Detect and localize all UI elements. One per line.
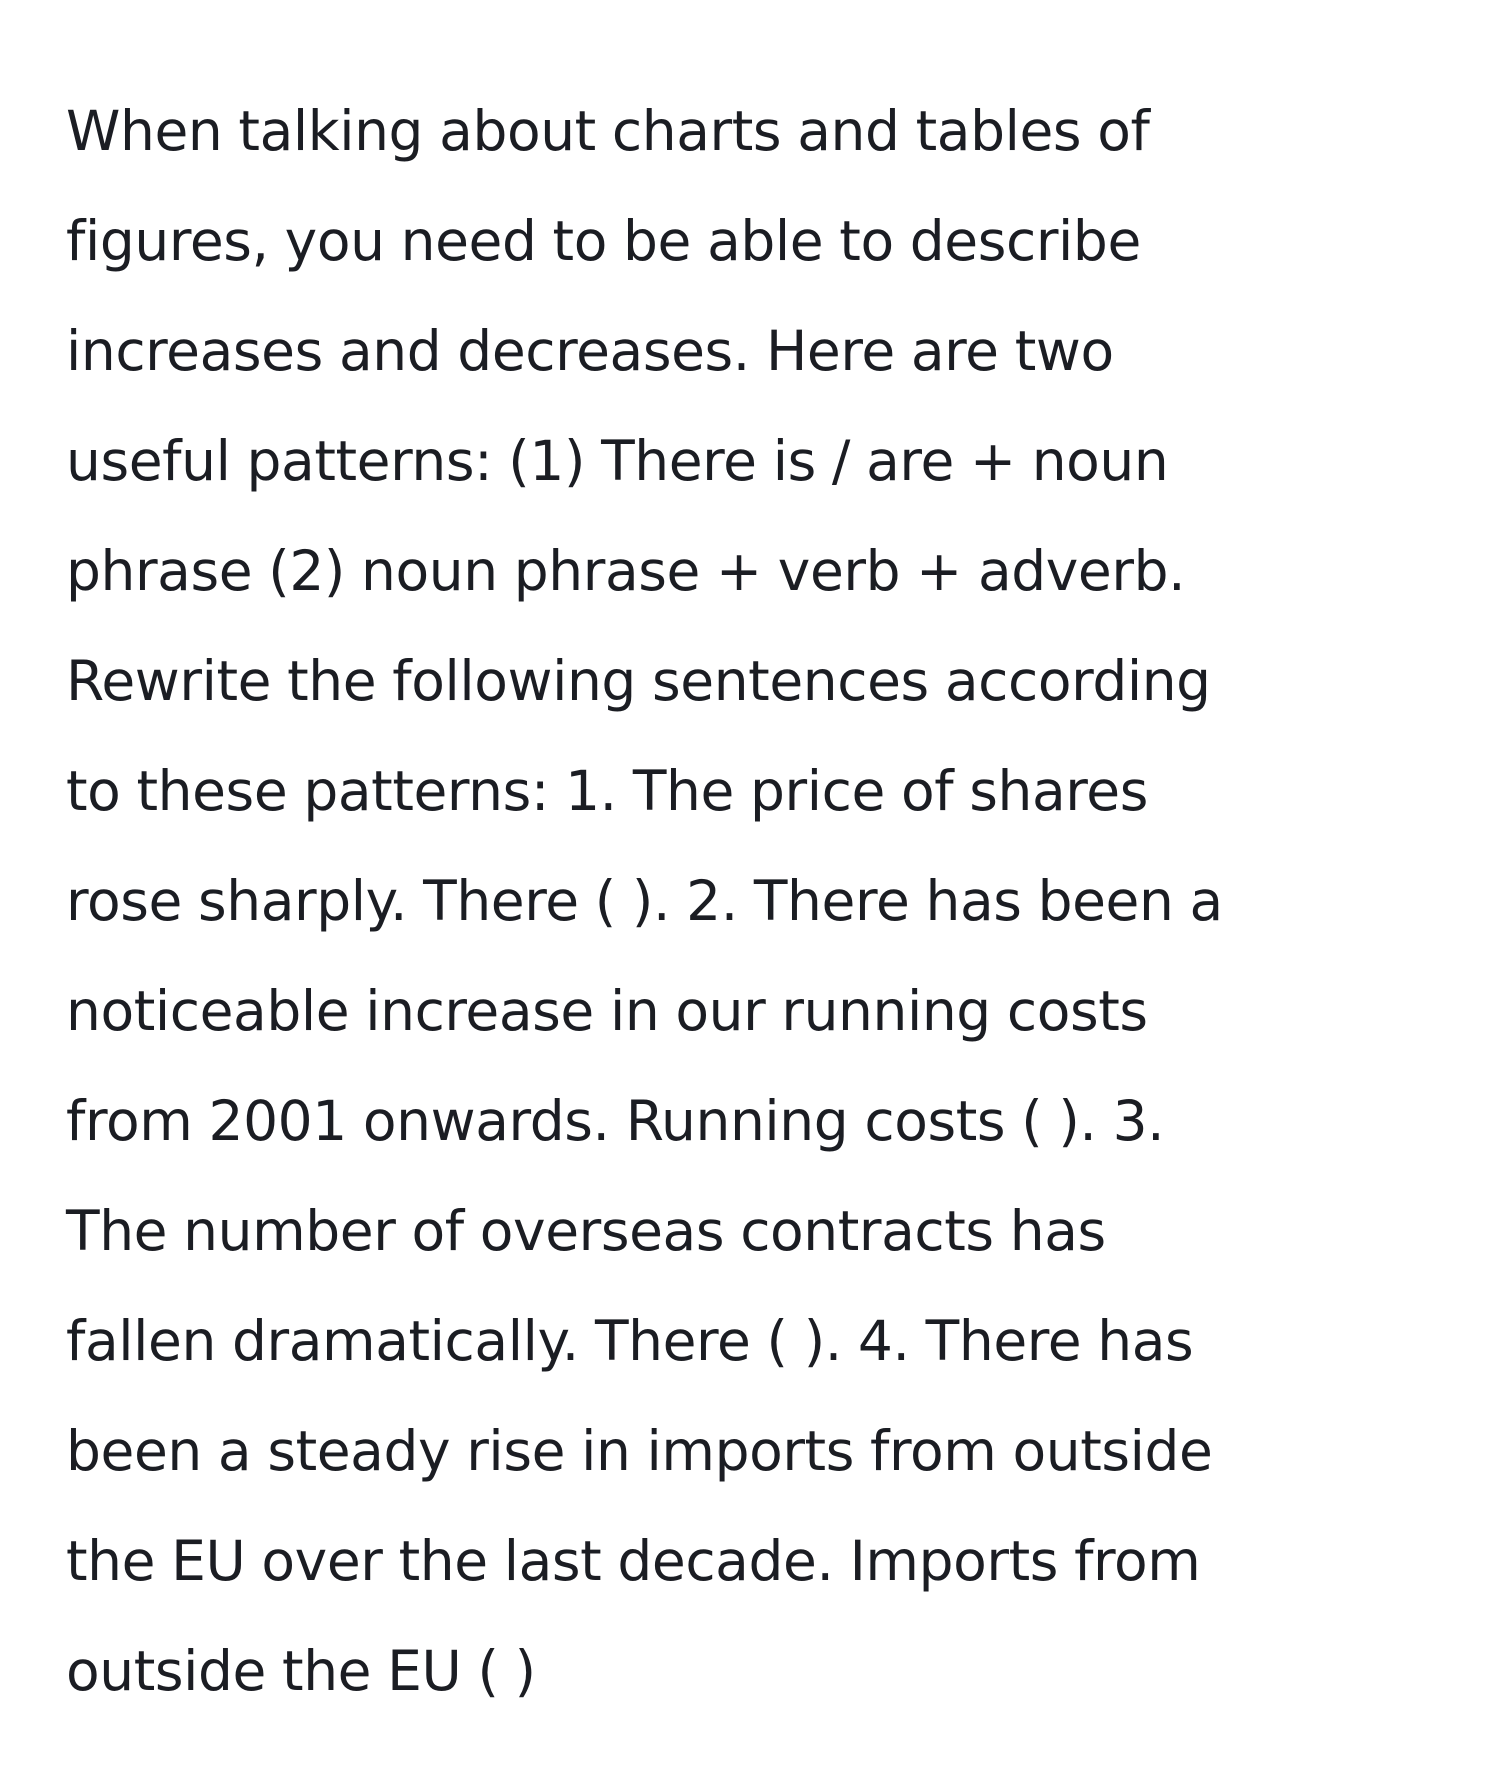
text-line-6: Rewrite the following sentences according bbox=[66, 649, 1211, 713]
text-line-1: When talking about charts and tables of bbox=[66, 99, 1150, 163]
text-line-3: increases and decreases. Here are two bbox=[66, 319, 1114, 383]
text-line-5: phrase (2) noun phrase + verb + adverb. bbox=[66, 539, 1186, 603]
text-line-12: fallen dramatically. There ( ). 4. There has bbox=[66, 1309, 1194, 1373]
question-text bbox=[66, 76, 1456, 1726]
text-line-7: to these patterns: 1. The price of shares bbox=[66, 759, 1148, 823]
text-line-2: figures, you need to be able to describe bbox=[66, 209, 1141, 273]
text-line-14: the EU over the last decade. Imports from bbox=[66, 1529, 1201, 1593]
text-line-11: The number of overseas contracts has bbox=[66, 1199, 1106, 1263]
text-line-15: outside the EU ( ) bbox=[66, 1639, 536, 1703]
text-line-9: noticeable increase in our running costs bbox=[66, 979, 1148, 1043]
text-line-13: been a steady rise in imports from outside bbox=[66, 1419, 1213, 1483]
text-line-8: rose sharply. There ( ). 2. There has been a bbox=[66, 869, 1223, 933]
text-line-10: from 2001 onwards. Running costs ( ). 3. bbox=[66, 1089, 1165, 1153]
text-line-4: useful patterns: (1) There is / are + noun bbox=[66, 429, 1169, 493]
